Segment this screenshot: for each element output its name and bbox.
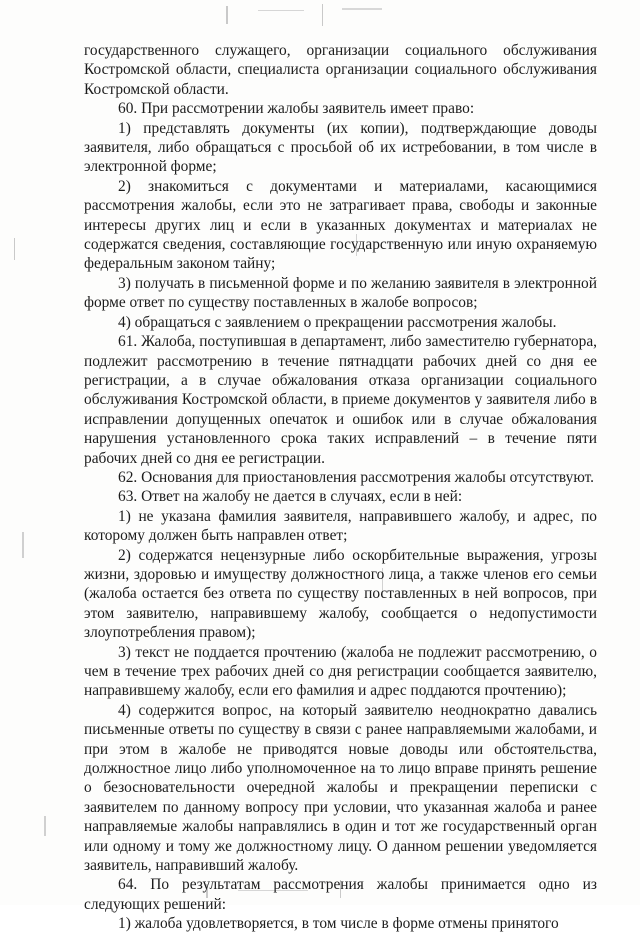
paragraph-63-item-2: 2) содержатся нецензурные либо оскорбительные выражения, угрозы жизни, здоровью и имуществу должностного лица, а также членов его семьи (жалоба остается без ответа по существу поставленных в ней вопросов, при этом заявителю, направившему жалобу, сообщается о недопустимости злоупотребления правом);: [84, 546, 597, 642]
scan-artifact: [22, 532, 24, 558]
document-body: [84, 41, 597, 934]
paragraph-62: 62. Основания для приостановления рассмотрения жалобы отсутствуют.: [118, 468, 595, 486]
paragraph-63: 63. Ответ на жалобу не дается в случаях, если в ней:: [118, 488, 463, 506]
paragraph-64: 64. По результатам рассмотрения жалобы принимается одно из следующих решений:: [84, 876, 597, 913]
scan-artifact: [258, 10, 304, 11]
paragraph-60-item-2: 2) знакомиться с документами и материалами, касающимися рассмотрения жалобы, если это не затрагивает права, свободы и законные интересы других лиц и если в указанных документах и материалах не содержатся сведения, составляющие государственную или иную охраняемую федеральным законом тайну;: [84, 177, 597, 273]
paragraph-60-item-4: 4) обращаться с заявлением о прекращении рассмотрения жалобы.: [118, 313, 557, 331]
paragraph-60-item-1: 1) представлять документы (их копии), подтверждающие доводы заявителя, либо обращаться с просьбой об их истребовании, в том числе в электронной форме;: [84, 119, 597, 176]
paragraph-continuation: государственного служащего, организации социального обслуживания Костромской области, специалиста организации социального обслуживания Костромской области.: [84, 42, 597, 98]
paragraph-63-item-3: 3) текст не поддается прочтению (жалоба не подлежит рассмотрению, о чем в течение трех рабочих дней со дня регистрации сообщается заявителю, направившему жалобу, если его фамилия и адрес поддаются прочтению);: [84, 643, 597, 700]
paragraph-63-item-1: 1) не указана фамилия заявителя, направившего жалобу, и адрес, по которому должен быть направлен ответ;: [84, 507, 597, 545]
scan-artifact: [342, 8, 382, 10]
paragraph-61: 61. Жалоба, поступившая в департамент, либо заместителю губернатора, подлежит рассмотрению в течение пятнадцати рабочих дней со дня ее регистрации, а в случае обжалования отказа организации социального обслуживания Костромской области, в приеме документов у заявителя либо в исправлении допущенных опечаток и ошибок или в случае обжалования нарушения установленного срока таких исправлений – в течение пяти рабочих дней со дня ее регистрации.: [84, 333, 597, 467]
paragraph-63-item-4: 4) содержится вопрос, на который заявителю неоднократно давались письменные ответы по существу в связи с ранее направляемыми жалобами, и при этом в жалобе не приводятся новые доводы или обстоятельства, должностное лицо либо уполномоченное на то лицо вправе принять решение о безосновательности очередной жалобы и прекращении переписки с заявителем по данному вопросу при условии, что указанная жалоба и ранее направляемые жалобы направлялись в один и тот же государственный орган или одному и тому же должностному лицу. О данном решении уведомляется заявитель, направивший жалобу.: [84, 701, 597, 875]
scan-artifact: [44, 816, 46, 836]
paragraph-60-item-3: 3) получать в письменной форме и по желанию заявителя в электронной форме ответ по существу поставленных в жалобе вопросов;: [84, 274, 597, 312]
paragraph-64-item-1: 1) жалоба удовлетворяется, в том числе в форме отмены принятого: [118, 915, 559, 933]
scan-artifact: [226, 6, 228, 24]
scan-artifact: [14, 238, 15, 260]
paragraph-60: 60. При рассмотрении жалобы заявитель имеет право:: [118, 100, 475, 118]
scan-artifact: [322, 4, 323, 26]
